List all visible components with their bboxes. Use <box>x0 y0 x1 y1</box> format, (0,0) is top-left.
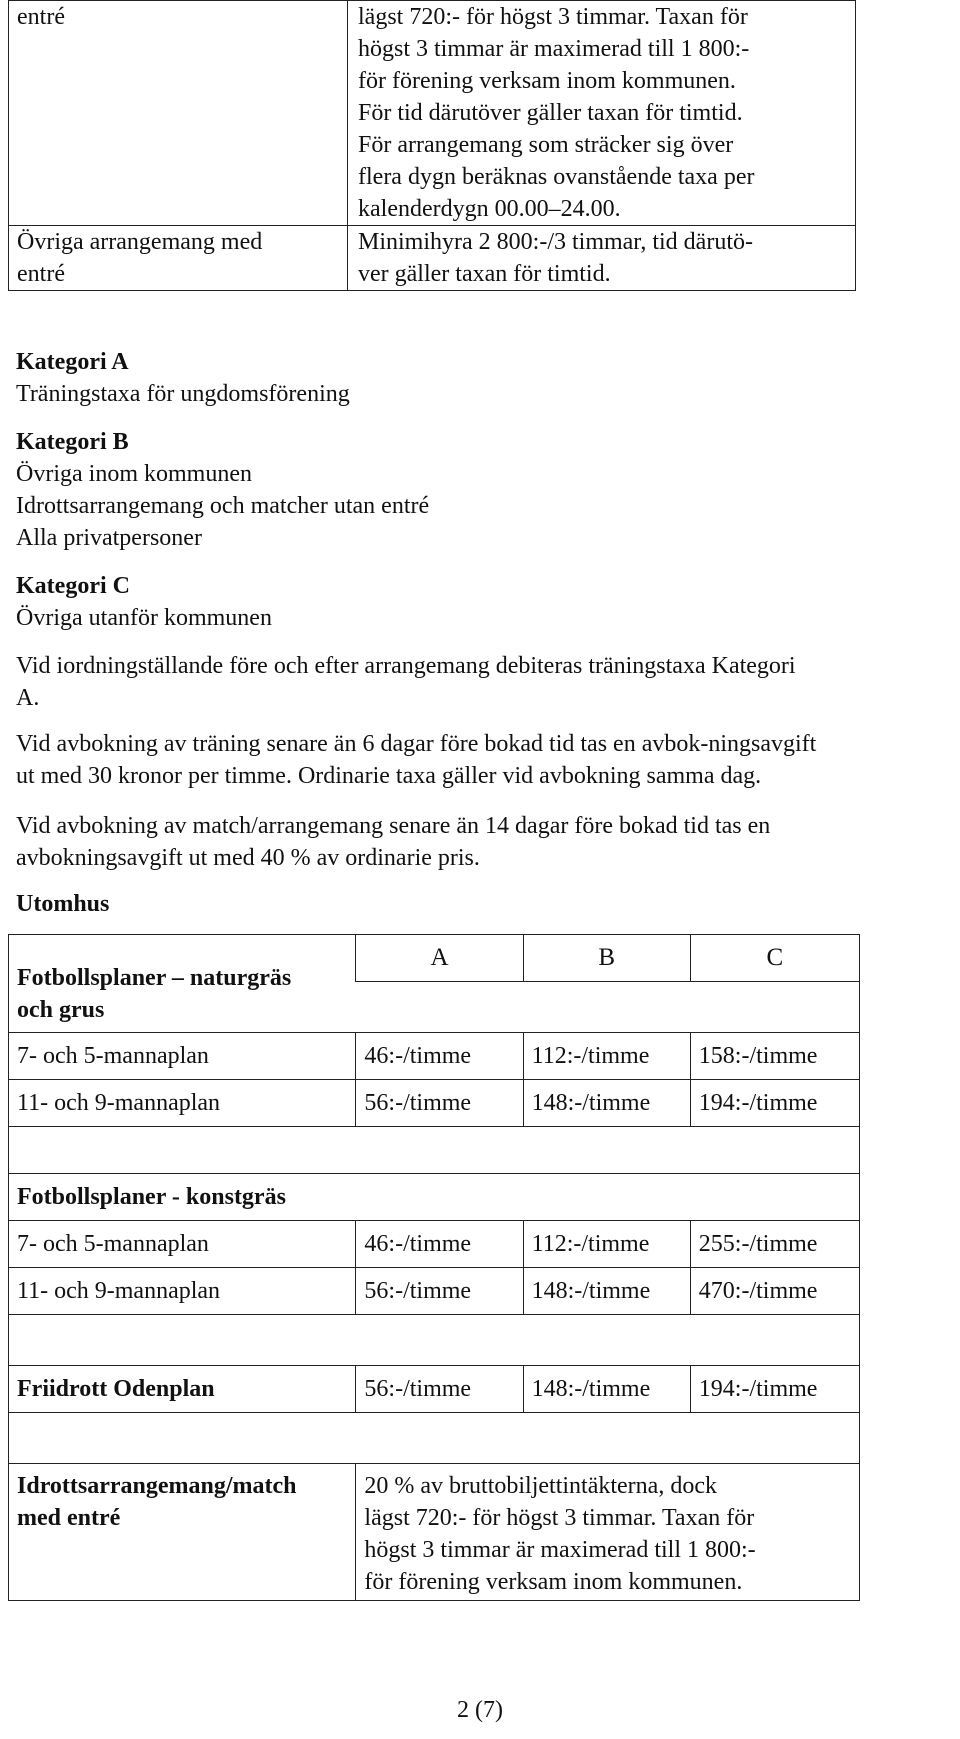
price-c: 194:-/timme <box>690 1366 859 1413</box>
category-item: Idrottsarrangemang och matcher utan entré <box>16 493 430 519</box>
paragraph-avbokning-traning <box>16 728 956 792</box>
paragraph-line: Vid avbokning av match/arrangemang senare än 14 dagar före bokad tid tas en <box>16 813 771 839</box>
row-label: 11- och 9-mannaplan <box>9 1268 356 1315</box>
price-b: 148:-/timme <box>523 1366 690 1413</box>
empty-cell <box>9 1315 860 1366</box>
paragraph-line: Vid iordningställande före och efter arrangemang debiteras träningstaxa Kategori <box>16 653 796 679</box>
paragraph-line: ut med 30 kronor per timme. Ordinarie taxa gäller vid avbokning samma dag. <box>16 763 762 789</box>
paragraph-line: avbokningsavgift ut med 40 % av ordinarie pris. <box>16 845 480 871</box>
outdoor-fee-table <box>8 934 860 1601</box>
table-row <box>9 1080 860 1127</box>
row-label-line: Idrottsarrangemang/match <box>17 1473 297 1499</box>
category-title: Kategori A <box>16 349 129 375</box>
table-cell-description <box>348 1 856 226</box>
cell-text-line: lägst 720:- för högst 3 timmar. Taxan för <box>358 4 748 30</box>
category-title: Kategori C <box>16 573 130 599</box>
column-header-b: B <box>523 935 690 982</box>
table-row <box>9 935 860 982</box>
empty-cell <box>9 1127 860 1174</box>
table-row-spacer <box>9 1413 860 1464</box>
table-row-spacer <box>9 1127 860 1174</box>
table-cell-label <box>9 226 348 291</box>
cell-text-line: för förening verksam inom kommunen. <box>358 68 736 94</box>
table-row <box>9 226 856 291</box>
row-label: Friidrott Odenplan <box>9 1366 356 1413</box>
column-header-a: A <box>356 935 523 982</box>
section-heading-utomhus: Utomhus <box>16 891 110 917</box>
price-a: 56:-/timme <box>356 1080 523 1127</box>
description-line: 20 % av bruttobiljettintäkterna, dock <box>364 1473 717 1499</box>
paragraph-line: Vid avbokning av träning senare än 6 dagar före bokad tid tas en avbok-ningsavgift <box>16 731 817 757</box>
cell-text-line: ver gäller taxan för timtid. <box>358 261 611 287</box>
page-number: 2 (7) <box>457 1697 503 1723</box>
table-row <box>9 1366 860 1413</box>
table-row <box>9 1268 860 1315</box>
description-line: för förening verksam inom kommunen. <box>364 1569 743 1595</box>
price-a: 46:-/timme <box>356 1033 523 1080</box>
empty-cell <box>9 1413 860 1464</box>
price-b: 148:-/timme <box>523 1080 690 1127</box>
description-line: lägst 720:- för högst 3 timmar. Taxan för <box>364 1505 755 1531</box>
cell-text-line: kalenderdygn 00.00–24.00. <box>358 196 621 222</box>
category-item: Övriga utanför kommunen <box>16 605 272 631</box>
table-row <box>9 1 856 226</box>
section-title-naturgras <box>9 935 356 1033</box>
price-b: 112:-/timme <box>523 1221 690 1268</box>
price-c: 158:-/timme <box>690 1033 859 1080</box>
description-line: högst 3 timmar är maximerad till 1 800:- <box>364 1537 756 1563</box>
row-label: 7- och 5-mannaplan <box>9 1221 356 1268</box>
cell-text-line: För tid därutöver gäller taxan för timtid. <box>358 100 743 126</box>
price-a: 56:-/timme <box>356 1268 523 1315</box>
section-title-line: Fotbollsplaner – naturgräs <box>17 965 292 991</box>
price-c: 194:-/timme <box>690 1080 859 1127</box>
table-cell-description <box>348 226 856 291</box>
price-c: 255:-/timme <box>690 1221 859 1268</box>
row-description <box>356 1464 860 1601</box>
price-a: 46:-/timme <box>356 1221 523 1268</box>
category-title: Kategori B <box>16 429 129 455</box>
table-row <box>9 1174 860 1221</box>
row-label: 11- och 9-mannaplan <box>9 1080 356 1127</box>
category-c <box>16 570 272 634</box>
cell-text: entré <box>17 4 65 30</box>
cell-text-line: Övriga arrangemang med <box>17 229 263 255</box>
empty-cell <box>356 982 860 1033</box>
table-row-spacer <box>9 1315 860 1366</box>
row-label: 7- och 5-mannaplan <box>9 1033 356 1080</box>
table-cell-label <box>9 1 348 226</box>
table-row <box>9 1221 860 1268</box>
table-row <box>9 1033 860 1080</box>
cell-text-line: För arrangemang som sträcker sig över <box>358 132 734 158</box>
paragraph-line: A. <box>16 685 40 711</box>
category-item: Alla privatpersoner <box>16 525 202 551</box>
section-title-line: och grus <box>17 997 105 1023</box>
section-title-konstgras: Fotbollsplaner - konstgräs <box>9 1174 860 1221</box>
cell-text-line: Minimihyra 2 800:-/3 timmar, tid därutö- <box>358 229 753 255</box>
price-b: 112:-/timme <box>523 1033 690 1080</box>
paragraph-iordning <box>16 650 956 714</box>
price-c: 470:-/timme <box>690 1268 859 1315</box>
row-label-line: med entré <box>17 1505 121 1531</box>
cell-text-line: flera dygn beräknas ovanstående taxa per <box>358 164 755 190</box>
table-row <box>9 1464 860 1601</box>
category-b <box>16 426 429 554</box>
paragraph-avbokning-match <box>16 810 956 874</box>
price-b: 148:-/timme <box>523 1268 690 1315</box>
category-item: Övriga inom kommunen <box>16 461 252 487</box>
fee-table-top <box>8 0 856 291</box>
price-a: 56:-/timme <box>356 1366 523 1413</box>
category-item: Träningstaxa för ungdomsförening <box>16 381 350 407</box>
column-header-c: C <box>690 935 859 982</box>
cell-text-line: entré <box>17 261 65 287</box>
cell-text-line: högst 3 timmar är maximerad till 1 800:- <box>358 36 750 62</box>
category-a <box>16 346 350 410</box>
row-label <box>9 1464 356 1601</box>
